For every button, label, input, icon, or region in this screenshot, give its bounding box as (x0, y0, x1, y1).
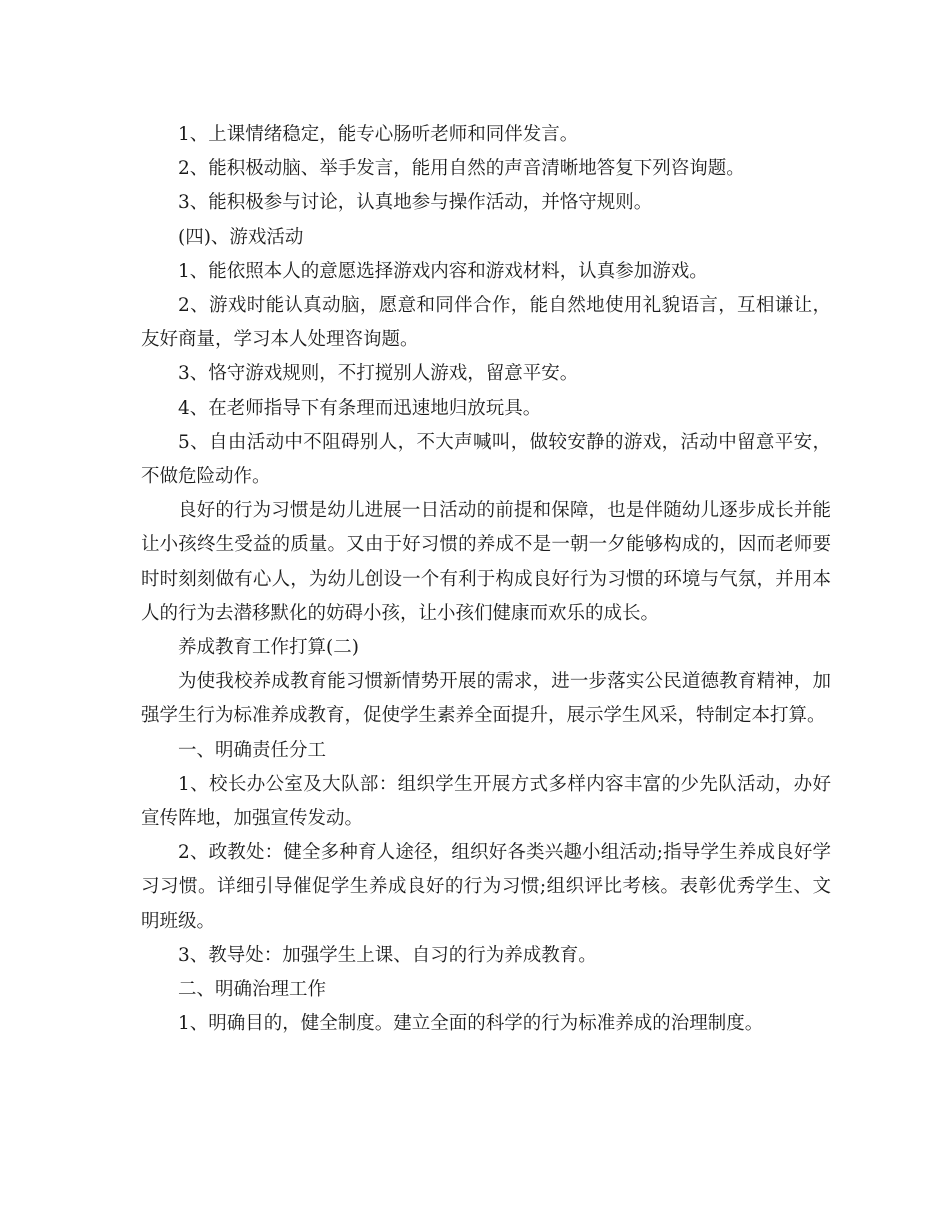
paragraph: 3、恪守游戏规则，不打搅别人游戏，留意平安。 (178, 363, 579, 385)
paragraph: 3、能积极参与讨论，认真地参与操作活动，并恪守规则。 (178, 192, 653, 214)
section-heading: 二、明确治理工作 (178, 979, 327, 1001)
section-heading: (四)、游戏活动 (178, 226, 304, 248)
paragraph: 2、政教处：健全多种育人途径，组织好各类兴趣小组活动;指导学生养成良好学习习惯。详细引导催促学生养成良好的行为习惯;组织评比考核。表彰优秀学生、文明班级。 (141, 842, 831, 932)
paragraph: 5、自由活动中不阻碍别人，不大声喊叫，做较安静的游戏，活动中留意平安，不做危险动作。 (141, 431, 831, 488)
document-title: 养成教育工作打算(二) (178, 637, 359, 659)
paragraph: 2、能积极动脑、举手发言，能用自然的声音清晰地答复下列咨询题。 (178, 158, 745, 180)
paragraph: 良好的行为习惯是幼儿进展一日活动的前提和保障，也是伴随幼儿逐步成长并能让小孩终生受益的质量。又由于好习惯的养成不是一朝一夕能够构成的，因而老师要时时刻刻做有心人，为幼儿创设一个有利于构成良好行为习惯的环境与气氛，并用本人的行为去潜移默化的妨碍小孩，让小孩们健康而欢乐的成长。 (141, 500, 831, 624)
paragraph: 1、上课情绪稳定，能专心肠听老师和同伴发言。 (178, 124, 579, 145)
paragraph: 3、教导处：加强学生上课、自习的行为养成教育。 (178, 944, 597, 966)
section-heading: 一、明确责任分工 (178, 739, 327, 761)
paragraph: 4、在老师指导下有条理而迅速地归放玩具。 (178, 397, 542, 419)
paragraph: 1、明确目的，健全制度。建立全面的科学的行为标准养成的治理制度。 (178, 1013, 764, 1035)
document-body (141, 118, 831, 1041)
paragraph: 1、校长办公室及大队部：组织学生开展方式多样内容丰富的少先队活动，办好宣传阵地，加强宣传发动。 (141, 773, 831, 830)
paragraph: 2、游戏时能认真动脑，愿意和同伴合作，能自然地使用礼貌语言，互相谦让，友好商量，学习本人处理咨询题。 (141, 295, 831, 351)
paragraph: 为使我校养成教育能习惯新情势开展的需求，进一步落实公民道德教育精神，加强学生行为标准养成教育，促使学生素养全面提升，展示学生风采，特制定本打算。 (141, 671, 831, 727)
paragraph: 1、能依照本人的意愿选择游戏内容和游戏材料，认真参加游戏。 (178, 260, 708, 282)
